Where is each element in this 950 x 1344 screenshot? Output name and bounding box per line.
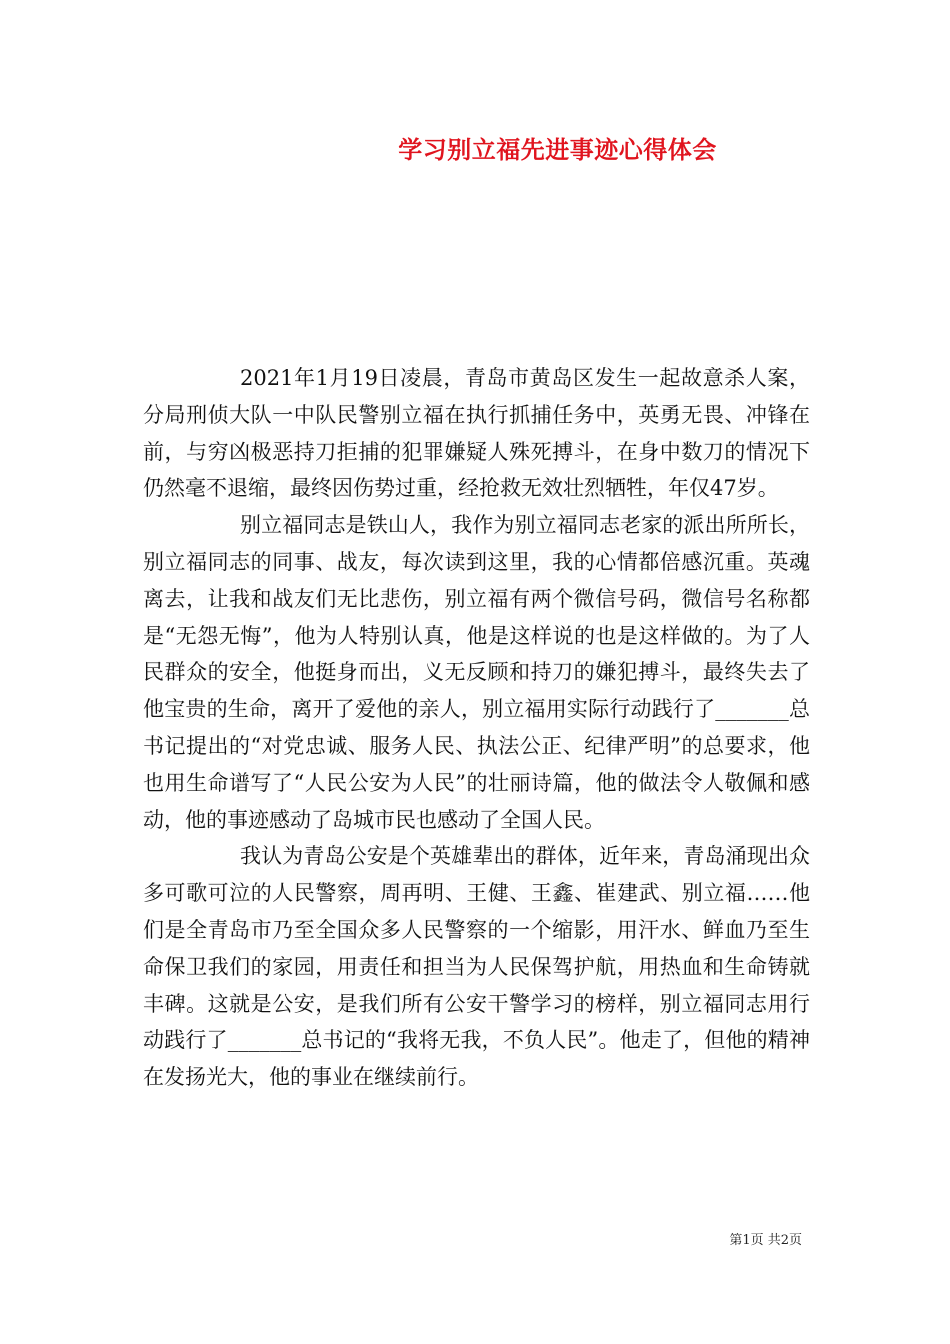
paragraph-3: 我认为青岛公安是个英雄辈出的群体，近年来，青岛涌现出众多可歌可泣的人民警察，周再明、王健、王鑫、崔建武、别立福……他们是全青岛市乃至全国众多人民警察的一个缩影，用汗水、鲜血乃至生命保卫我们的家园，用责任和担当为人民保驾护航，用热血和生命铸就丰碑。这就是公安，是我们所有公安干警学习的榜样，别立福同志用行动践行了_______总书记的“我将无我，不负人民”。他走了，但他的精神在发扬光大，他的事业在继续前行。	[143, 844, 810, 1090]
page-title: 学习别立福先进事迹心得体会	[398, 135, 717, 164]
paragraph-1: 2021年1月19日凌晨，青岛市黄岛区发生一起故意杀人案，分局刑侦大队一中队民警别立福在执行抓捕任务中，英勇无畏、冲锋在前，与穷凶极恶持刀拒捕的犯罪嫌疑人殊死搏斗，在身中数刀的情况下仍然毫不退缩，最终因伤势过重，经抢救无效壮烈牺牲，年仅47岁。	[143, 366, 810, 501]
document-body	[143, 360, 810, 1096]
paragraph-2: 别立福同志是铁山人，我作为别立福同志老家的派出所所长，别立福同志的同事、战友，每次读到这里，我的心情都倍感沉重。英魂离去，让我和战友们无比悲伤，别立福有两个微信号码，微信号名称都是“无怨无悔”，他为人特别认真，他是这样说的也是这样做的。为了人民群众的安全，他挺身而出，义无反顾和持刀的嫌犯搏斗，最终失去了他宝贵的生命，离开了爱他的亲人，别立福用实际行动践行了_______总书记提出的“对党忠诚、服务人民、执法公正、纪律严明”的总要求，他也用生命谱写了“人民公安为人民”的壮丽诗篇，他的做法令人敬佩和感动，他的事迹感动了岛城市民也感动了全国人民。	[143, 513, 810, 832]
page-number-footer: 第1页 共2页	[729, 1233, 802, 1248]
